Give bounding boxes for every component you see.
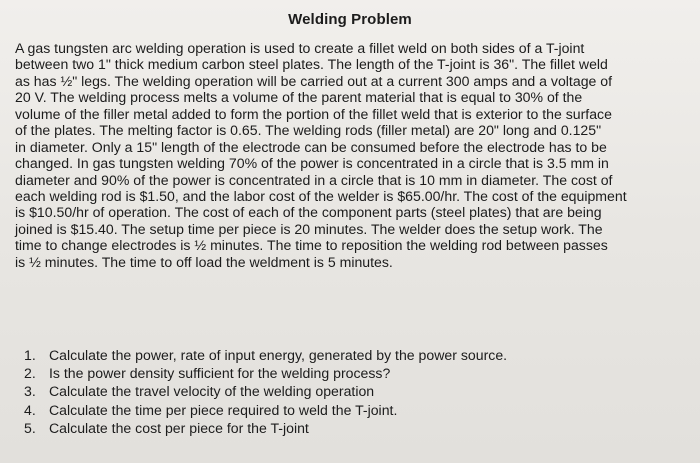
question-text: Calculate the cost per piece for the T-joint <box>49 419 309 436</box>
question-item <box>24 419 664 437</box>
question-item <box>24 364 664 382</box>
problem-statement <box>15 40 687 270</box>
problem-line: is ½ minutes. The time to off load the weldment is 5 minutes. <box>15 253 393 270</box>
question-text: Is the power density sufficient for the welding process? <box>49 365 391 382</box>
problem-line: in diameter. Only a 15" length of the electrode can be consumed before the electrode has to be <box>15 138 607 155</box>
problem-line: as has ½" legs. The welding operation will be carried out at a current 300 amps and a voltage of <box>15 72 613 89</box>
problem-line: time to change electrodes is ½ minutes. The time to reposition the welding rod between passes <box>15 237 608 254</box>
problem-line: A gas tungsten arc welding operation is used to create a fillet weld on both sides of a T-joint <box>15 40 585 56</box>
problem-line: between two 1" thick medium carbon steel plates. The length of the T-joint is 36". The fillet weld <box>15 56 608 73</box>
question-item <box>24 382 664 400</box>
question-number: 3. <box>24 383 36 400</box>
problem-line: each welding rod is $1.50, and the labor cost of the welder is $65.00/hr. The cost of the equipment <box>15 187 627 204</box>
question-item <box>24 346 664 364</box>
question-list <box>24 346 664 437</box>
question-number: 1. <box>24 347 36 363</box>
question-text: Calculate the power, rate of input energy, generated by the power source. <box>49 347 508 363</box>
problem-line: 20 V. The welding process melts a volume of the parent material that is equal to 30% of the <box>15 89 583 106</box>
question-number: 4. <box>24 401 36 418</box>
question-number: 2. <box>24 365 36 382</box>
document-title: Welding Problem <box>288 11 412 28</box>
problem-line: diameter and 90% of the power is concentrated in a circle that is 10 mm in diameter. The cost of <box>15 171 613 188</box>
problem-line: changed. In gas tungsten welding 70% of the power is concentrated in a circle that is 3.5 mm in <box>15 155 609 172</box>
question-item <box>24 401 664 419</box>
problem-line: is $10.50/hr of operation. The cost of each of the component parts (steel plates) that are being <box>15 204 602 221</box>
question-number: 5. <box>24 419 36 436</box>
problem-line: joined is $15.40. The setup time per piece is 20 minutes. The welder does the setup work. The <box>15 220 603 237</box>
question-text: Calculate the time per piece required to weld the T-joint. <box>49 401 398 418</box>
question-text: Calculate the travel velocity of the welding operation <box>49 383 375 400</box>
problem-line: of the plates. The melting factor is 0.65. The welding rods (filler metal) are 20" long and 0.125" <box>15 122 602 139</box>
problem-line: volume of the filler metal added to form the portion of the fillet weld that is exterior to the surface <box>15 105 612 122</box>
